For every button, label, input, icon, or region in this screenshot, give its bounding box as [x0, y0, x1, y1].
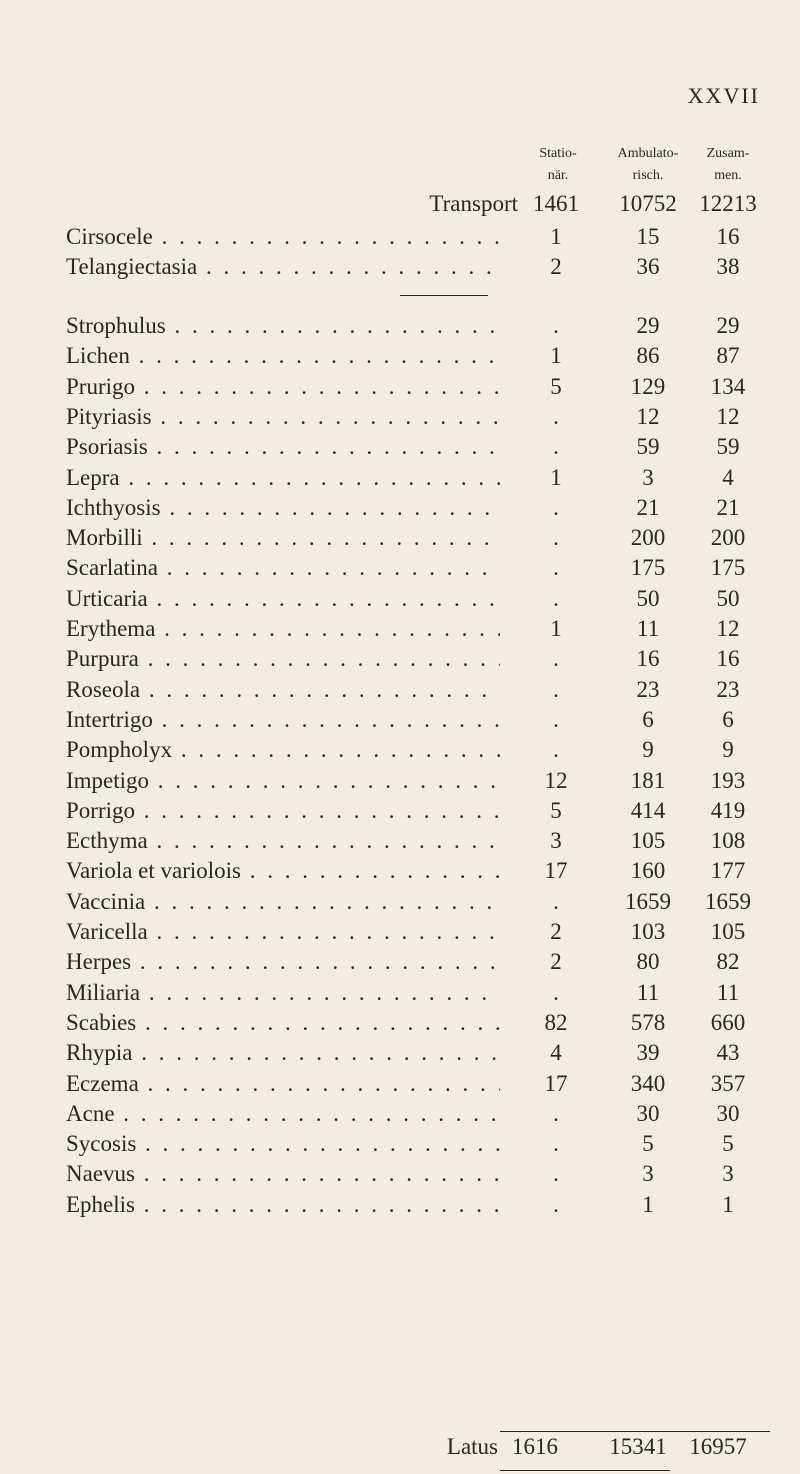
value-stationaer: 17 [544, 858, 568, 884]
transport-row [0, 191, 800, 219]
row-name: Intertrigo . . . [66, 707, 500, 733]
value-ambulatorisch: 578 [630, 1009, 666, 1035]
value-zusammen: 3 [722, 1161, 734, 1187]
value-ambulatorisch: 3 [642, 464, 654, 490]
row-name: Prurigo . . . [66, 374, 500, 400]
row-name: Scabies . . . [66, 1010, 500, 1036]
value-ambulatorisch: 160 [630, 858, 666, 884]
value-zusammen: 1 [722, 1191, 734, 1217]
column-header-line: men. [714, 168, 742, 183]
latus-label: Latus [446, 1434, 498, 1459]
value-zusammen: 50 [716, 585, 740, 611]
row-name: Psoriasis . . . [66, 434, 500, 460]
value-ambulatorisch: 129 [630, 373, 666, 399]
sum-rule [500, 1431, 770, 1432]
value-zusammen: 419 [710, 797, 746, 823]
value-ambulatorisch: 15 [636, 224, 660, 249]
value-stationaer: . [553, 585, 559, 611]
section-divider [400, 295, 488, 296]
column-header-line: risch. [632, 168, 664, 183]
row-name: Vaccinia . . . [66, 889, 500, 915]
value-ambulatorisch: 86 [636, 343, 660, 369]
value-stationaer: 2 [550, 949, 562, 975]
value-ambulatorisch: 39 [636, 1040, 660, 1066]
table-row [0, 555, 800, 585]
table-row [0, 1131, 800, 1161]
value-zusammen: 105 [710, 919, 746, 944]
value-stationaer: . [553, 494, 559, 520]
value-ambulatorisch: 12 [636, 403, 660, 429]
row-name: Miliaria . . . [66, 980, 500, 1006]
value-zusammen: 59 [716, 434, 740, 460]
value-stationaer: 17 [544, 1070, 568, 1096]
row-name: Pityriasis . . . [66, 404, 500, 430]
latus-ambulatorisch: 15341 [609, 1434, 667, 1459]
value-zusammen: 23 [716, 676, 740, 702]
value-ambulatorisch: 9 [642, 737, 654, 763]
value-ambulatorisch: 30 [636, 1100, 660, 1126]
value-zusammen: 193 [710, 767, 746, 793]
value-ambulatorisch: 21 [636, 494, 660, 520]
transport-stationaer: 1461 [533, 191, 579, 216]
value-stationaer: . [553, 1161, 559, 1187]
value-stationaer: 1 [550, 343, 562, 369]
latus-stationaer: 1616 [512, 1434, 558, 1459]
table-row [0, 1101, 800, 1131]
value-stationaer: 4 [550, 1040, 562, 1066]
value-ambulatorisch: 11 [636, 979, 660, 1005]
value-stationaer: . [553, 313, 559, 338]
transport-label: Transport [429, 191, 518, 216]
value-stationaer: . [553, 525, 559, 551]
value-stationaer: . [553, 646, 559, 672]
row-name: Acne . . . [66, 1101, 500, 1127]
row-name: Urticaria . . . [66, 586, 500, 612]
table-row [0, 434, 800, 464]
value-zusammen: 43 [716, 1040, 740, 1066]
row-name: Ephelis . . . [66, 1192, 500, 1218]
value-ambulatorisch: 105 [630, 828, 666, 854]
value-zusammen: 30 [716, 1100, 740, 1126]
column-header-stationaer [513, 143, 603, 187]
table-row [0, 707, 800, 737]
value-zusammen: 108 [710, 828, 746, 854]
value-zusammen: 16 [716, 224, 740, 249]
row-name: Porrigo . . . [66, 798, 500, 824]
table-row [0, 1040, 800, 1070]
bottom-rule [500, 1470, 670, 1471]
value-stationaer: . [553, 1131, 559, 1157]
table-row [0, 798, 800, 828]
row-name: Sycosis . . . [66, 1131, 500, 1157]
value-ambulatorisch: 29 [636, 313, 660, 338]
table-row [0, 313, 800, 343]
table-row [0, 586, 800, 616]
table-row [0, 949, 800, 979]
value-zusammen: 12 [716, 403, 740, 429]
value-stationaer: 5 [550, 797, 562, 823]
value-stationaer: . [553, 706, 559, 732]
value-ambulatorisch: 16 [636, 646, 660, 672]
table-row [0, 646, 800, 676]
table-row [0, 465, 800, 495]
table-row [0, 1161, 800, 1191]
row-name: Morbilli . . . [66, 525, 500, 551]
value-stationaer: . [553, 434, 559, 460]
column-header-zusammen [683, 143, 773, 187]
table-row [0, 980, 800, 1010]
column-header-line: när. [547, 168, 569, 183]
value-stationaer: . [553, 555, 559, 581]
value-ambulatorisch: 3 [642, 1161, 654, 1187]
row-name: Lichen . . . [66, 343, 500, 369]
value-stationaer: . [553, 737, 559, 763]
value-ambulatorisch: 175 [630, 555, 666, 581]
row-name: Pompholyx . . . [66, 737, 500, 763]
table-row [0, 404, 800, 434]
row-name: Cirsocele . . . [66, 224, 500, 250]
value-ambulatorisch: 6 [642, 706, 654, 732]
page-number: XXVII [687, 83, 760, 108]
row-name: Eczema . . . [66, 1071, 500, 1097]
value-zusammen: 5 [722, 1131, 734, 1157]
value-stationaer: 82 [544, 1009, 568, 1035]
column-header-line: Zusam- [706, 146, 750, 161]
value-ambulatorisch: 23 [636, 676, 660, 702]
value-stationaer: . [553, 1100, 559, 1126]
value-zusammen: 175 [710, 555, 746, 581]
value-ambulatorisch: 36 [636, 254, 660, 279]
table-row [0, 828, 800, 858]
row-name: Telangiectasia . . . [66, 254, 500, 280]
value-ambulatorisch: 59 [636, 434, 660, 460]
latus-zusammen: 16957 [689, 1434, 747, 1459]
value-ambulatorisch: 5 [642, 1131, 654, 1157]
value-stationaer: 3 [550, 828, 562, 854]
column-header-line: Ambulato- [617, 146, 679, 161]
table-row [0, 858, 800, 888]
row-name: Ecthyma . . . [66, 828, 500, 854]
value-zusammen: 357 [710, 1070, 746, 1096]
table-row [0, 737, 800, 767]
value-ambulatorisch: 414 [630, 797, 666, 823]
value-zusammen: 1659 [705, 888, 751, 914]
row-name: Lepra . . . [66, 465, 500, 491]
value-stationaer: . [553, 403, 559, 429]
value-zusammen: 6 [722, 706, 734, 732]
row-name: Strophulus . . . [66, 313, 500, 339]
value-zusammen: 134 [710, 373, 746, 399]
value-zusammen: 12 [716, 616, 740, 641]
row-name: Ichthyosis . . . [66, 495, 500, 521]
table-row [0, 1192, 800, 1222]
row-name: Scarlatina . . . [66, 555, 500, 581]
value-zusammen: 200 [710, 525, 746, 551]
value-stationaer: 1 [550, 616, 562, 641]
table-row [0, 343, 800, 373]
value-ambulatorisch: 200 [630, 525, 666, 551]
table-row [0, 525, 800, 555]
value-zusammen: 9 [722, 737, 734, 763]
table-row [0, 1010, 800, 1040]
value-ambulatorisch: 103 [630, 919, 666, 944]
table-row [0, 768, 800, 798]
value-ambulatorisch: 1 [642, 1191, 654, 1217]
value-ambulatorisch: 11 [636, 616, 660, 641]
value-zusammen: 38 [716, 254, 740, 279]
value-stationaer: 1 [550, 464, 562, 490]
value-ambulatorisch: 1659 [625, 888, 671, 914]
column-header-line: Statio- [539, 146, 577, 161]
row-name: Erythema . . . [66, 616, 500, 642]
row-name: Impetigo . . . [66, 768, 500, 794]
row-name: Variola et variolois . . . [66, 858, 500, 884]
row-name: Herpes . . . [66, 949, 500, 975]
table-row [0, 889, 800, 919]
value-zusammen: 11 [716, 979, 740, 1005]
table-row [0, 919, 800, 949]
row-name: Varicella . . . [66, 919, 500, 945]
row-name: Roseola . . . [66, 677, 500, 703]
table-row [0, 374, 800, 404]
transport-ambulatorisch: 10752 [619, 191, 677, 216]
row-name: Naevus . . . [66, 1161, 500, 1187]
value-ambulatorisch: 181 [630, 767, 666, 793]
value-zusammen: 177 [710, 858, 746, 884]
value-zusammen: 4 [722, 464, 734, 490]
value-ambulatorisch: 50 [636, 585, 660, 611]
latus-row [0, 1434, 800, 1462]
value-stationaer: 2 [550, 919, 562, 944]
value-stationaer: . [553, 888, 559, 914]
transport-zusammen: 12213 [699, 191, 757, 216]
value-stationaer: 12 [544, 767, 568, 793]
row-name: Purpura . . . [66, 646, 500, 672]
column-header-ambulatorisch [603, 143, 693, 187]
table-row [0, 616, 800, 646]
row-name: Rhypia . . . [66, 1040, 500, 1066]
value-stationaer: 5 [550, 373, 562, 399]
value-stationaer: . [553, 1191, 559, 1217]
table-row [0, 677, 800, 707]
value-zusammen: 16 [716, 646, 740, 672]
value-zusammen: 660 [710, 1009, 746, 1035]
value-stationaer: 2 [550, 254, 562, 279]
value-zusammen: 82 [716, 949, 740, 975]
value-stationaer: 1 [550, 224, 562, 249]
table-row [0, 1071, 800, 1101]
value-zusammen: 87 [716, 343, 740, 369]
table-row [0, 495, 800, 525]
table-row [0, 254, 800, 284]
value-zusammen: 29 [716, 313, 740, 338]
value-ambulatorisch: 80 [636, 949, 660, 975]
value-ambulatorisch: 340 [630, 1070, 666, 1096]
value-stationaer: . [553, 979, 559, 1005]
value-stationaer: . [553, 676, 559, 702]
value-zusammen: 21 [716, 494, 740, 520]
table-row [0, 224, 800, 254]
